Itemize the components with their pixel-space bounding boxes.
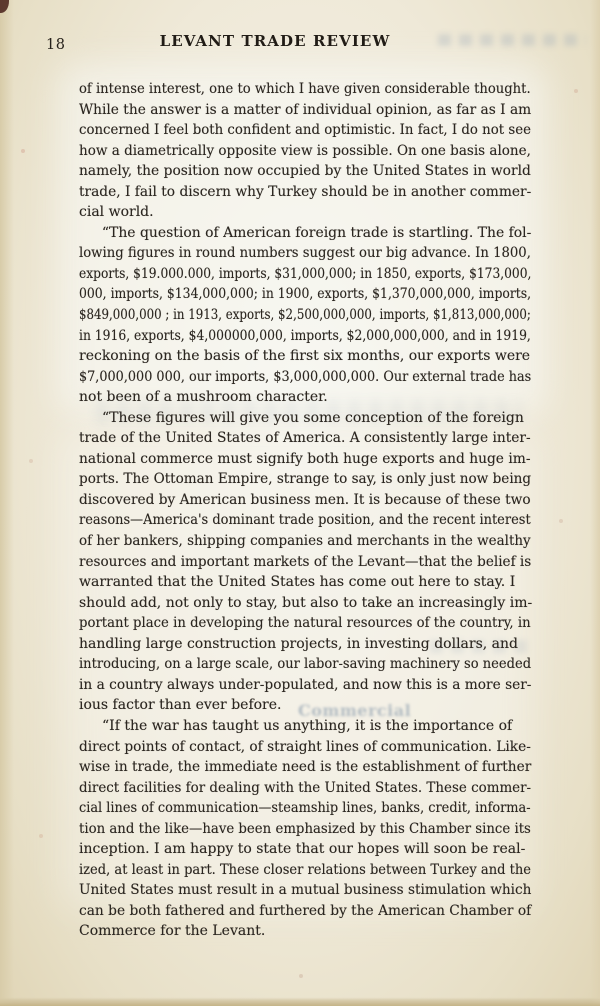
text-line: exports, $19.000.000, imports, $31,000,000; in 1850, exports, $173,000, [79,265,532,282]
text-line: ports. The Ottoman Empire, strange to say, is only just now being [79,471,532,488]
text-line: United States must result in a mutual business stimulation which [79,882,532,899]
text-line: resources and important markets of the Levant—that the belief is [79,553,532,570]
text-line: lowing figures in round numbers suggest our big advance. In 1800, [79,245,531,262]
text-line: ized, at least in part. These closer relations between Turkey and the [79,861,531,878]
text-line: reasons—America's dominant trade position, and the recent interest [79,512,531,529]
text-line: direct facilities for dealing with the United States. These commer- [79,779,532,796]
page-bottom-edge [0,998,600,1006]
text-line: national commerce must signify both huge exports and huge im- [79,450,531,467]
show-through-text: Commercial [298,701,412,720]
text-line: wise in trade, the immediate need is the establishment of further [79,759,532,776]
text-line: ious factor than ever before. [79,697,282,714]
text-line: of her bankers, shipping companies and merchants in the wealthy [79,533,531,550]
text-line: tion and the like—have been emphasized by this Chamber since its [79,820,531,837]
text-line: not been of a mushroom character. [79,389,328,406]
text-line: can be both fathered and furthered by the American Chamber of [79,902,532,919]
text-line: “The question of American foreign trade is startling. The fol- [101,224,532,241]
scan-speckles [0,0,2,2]
text-line: trade of the United States of America. A consistently large inter- [79,430,531,447]
text-line: $849,000,000 ; in 1913, exports, $2,500,000,000, imports, $1,813,000,000; [79,307,531,324]
text-line: 000, imports, $134,000,000; in 1900, exports, $1,370,000,000, imports, [79,286,532,303]
text-line: introducing, on a large scale, our labor-saving machinery so needed [79,656,532,673]
text-line: “These figures will give you some conception of the foreign [102,409,524,426]
text-line: discovered by American business men. It is because of these two [79,491,531,508]
text-line: trade, I fail to discern why Turkey should be in another commer- [79,183,532,200]
text-line: cial lines of communication—steamship lines, banks, credit, informa- [79,800,531,817]
text-line: “If the war has taught us anything, it is the importance of [102,717,513,734]
text-line: concerned I feel both confident and optimistic. In fact, I do not see [79,122,531,139]
text-line: reckoning on the basis of the first six months, our exports were [79,348,531,365]
text-line: direct points of contact, of straight lines of communication. Like- [79,738,531,755]
text-line: inception. I am happy to state that our hopes will soon be real- [79,841,526,858]
text-line: portant place in developing the natural resources of the country, in [79,615,531,632]
text-line: of intense interest, one to which I have given considerable thought. [79,81,531,97]
text-line: While the answer is a matter of individual opinion, as far as I am [79,101,532,118]
page-number: 18 [46,37,66,53]
text-line: cial world. [79,204,154,221]
text-line: in 1916, exports, $4,000000,000, imports, $2,000,000,000, and in 1919, [79,327,531,344]
text-line: warranted that the United States has come out here to stay. I [79,574,516,591]
text-line: handling large construction projects, in investing dollars, and [79,635,518,652]
text-line: should add, not only to stay, but also to take an increasingly im- [79,594,533,611]
text-line: in a country always under-populated, and now this is a more ser- [79,676,532,693]
text-line: namely, the position now occupied by the United States in world [79,163,531,180]
article-body [79,79,531,942]
running-head-title: LEVANT TRADE REVIEW [159,32,391,50]
text-line: how a diametrically opposite view is possible. On one basis alone, [79,142,531,159]
text-line: $7,000,000 000, our imports, $3,000,000,000. Our external trade has [79,368,532,385]
text-line: Commerce for the Levant. [79,923,266,940]
